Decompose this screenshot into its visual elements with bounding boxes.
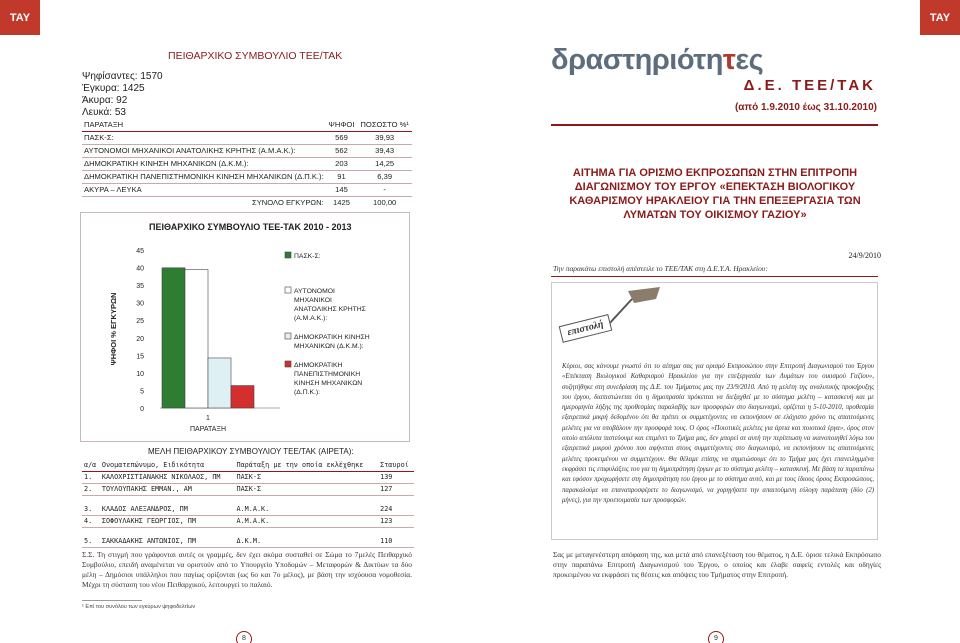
voting-stats	[82, 71, 163, 119]
y-tick-label: 25	[136, 318, 144, 326]
y-tick-label: 15	[136, 353, 144, 361]
members-header-no: α/α	[82, 459, 100, 471]
member-name: ΚΛΑΔΟΣ ΑΛΕΞΑΝΔΡΟΣ, ΠΜ	[100, 503, 235, 515]
members-header-votes: Σταυροί	[378, 459, 414, 471]
legend-label-2: ΑΝΑΤΟΛΙΚΗΣ ΚΡΗΤΗΣ	[294, 306, 366, 313]
results-table	[82, 118, 412, 209]
table-row	[82, 535, 414, 547]
table-row	[82, 471, 414, 483]
member-name: ΣΟΦΟΥΛΑΚΗΣ ΓΕΩΡΓΙΟΣ, ΠΜ	[100, 515, 235, 527]
stat-voters: Ψηφίσαντες: 1570	[82, 71, 163, 82]
legend-swatch-3	[285, 333, 291, 339]
footnote: ¹ Επί του συνόλου των εγκύρων ψηφοδελτίων	[82, 604, 196, 610]
legend-swatch-4	[285, 361, 291, 367]
article-headline: ΑΙΤΗΜΑ ΓΙΑ ΟΡΙΣΜΟ ΕΚΠΡΟΣΩΠΩΝ ΣΤΗΝ ΕΠΙΤΡΟΠΗ ΔΙΑΓΩΝΙΣΜΟΥ ΤΟΥ ΕΡΓΟΥ «ΕΠΕΚΤΑΣΗ ΒΙΟΛΟΓΙΚΟΥ ΚΑΘΑΡΙΣΜΟΥ ΗΡΑΚΛΕΙΟΥ ΓΙΑ ΤΗΝ ΕΠΕΞΕΡΓΑΣΙΑ ΤΩΝ ΛΥΜΑΤΩΝ ΤΟΥ ΟΙΚΙΣΜΟΥ ΓΑΖΙΟΥ»	[569, 167, 861, 221]
member-no: 3.	[82, 503, 100, 515]
bar-2	[185, 270, 208, 408]
left-page-title: ΠΕΙΘΑΡΧΙΚΟ ΣΥΜΒΟΥΛΙΟ ΤΕΕ/ΤΑΚ	[168, 50, 343, 62]
closing-paragraph: Σας με μεταγενέστερη απόφαση της, και μετά από επανεξέταση του θέματος, η Δ.Ε. όρισε τελικά Εκπρόσωπο στην παραπάνω Επιτροπή Διαγωνισμού του Έργου, ο οποίος και έλαβε σαφείς εντολές και οδηγίες προκειμένου να εκφράσει τις θέσεις και απόψεις του Τμήματος στην Επιτροπή.	[553, 550, 881, 579]
table-row	[82, 183, 412, 196]
table-row	[82, 503, 414, 515]
members-table	[82, 459, 414, 548]
bar-1	[162, 268, 185, 408]
party-pct: 39,93	[357, 131, 412, 144]
table-spacer	[82, 495, 414, 503]
stat-invalid: Άκυρα: 92	[82, 95, 128, 106]
legend-label-3: ΔΗΜΟΚΡΑΤΙΚΗ ΚΙΝΗΣΗ	[294, 334, 370, 341]
y-tick-label: 45	[136, 248, 144, 255]
period: (από 1.9.2010 έως 31.10.2010)	[734, 102, 877, 113]
legend-label-1: ΠΑΣΚ-Σ:	[294, 253, 321, 260]
party-pct: 14,25	[357, 157, 412, 170]
results-total-row	[82, 196, 412, 209]
table-row	[82, 483, 414, 495]
article-subtitle: Την παρακάτω επιστολή απέστειλε το ΤΕΕ/ΤΑΚ στη Δ.Ε.Υ.Α. Ηρακλείου:	[553, 264, 768, 273]
section-brand	[551, 44, 763, 77]
members-header-name: Ονοματεπώνυμο, Ειδικότητα	[100, 459, 235, 471]
editor-note: Σ.Σ. Τη στιγμή που γράφονται αυτές οι γραμμές, δεν έχει ακόμα συσταθεί σε Σώμα το 7μελές Πειθαρχικό Συμβούλιο, επειδή αναμένεται να οριστούν από το Υπουργείο Υποδομών – Μεταφορών & Δικτύων τα δύο μέλη – Δημόσιοι υπάλληλοι που παγίως ορίζονται (ως 6ο και 7ο μέλος), με βάση την ισχύουσα νομοθεσία. Μέχρι τη σύσταση του νέου Πειθαρχικού, λειτουργεί το παλαιό.	[82, 550, 412, 589]
legend-label-4: ΔΗΜΟΚΡΑΤΙΚΗ	[294, 362, 343, 369]
brand-highlight: τ	[722, 44, 736, 76]
member-no: 5.	[82, 535, 100, 547]
y-tick-label: 10	[136, 370, 144, 378]
article-date: 24/9/2010	[848, 251, 881, 260]
y-tick-label: 20	[136, 335, 144, 343]
members-header-party: Παράταξη με την οποία εκλέχθηκε	[235, 459, 379, 471]
party-votes: 145	[326, 183, 358, 196]
member-votes: 110	[378, 535, 414, 547]
left-corner-tag: ΤΑΥ	[0, 0, 40, 35]
y-tick-label: 40	[136, 265, 144, 273]
party-votes: 569	[326, 131, 358, 144]
member-party: Α.Μ.Α.Κ.	[235, 503, 379, 515]
subtitle-rule	[551, 276, 878, 277]
bar-chart	[80, 240, 410, 440]
total-pct: 100,00	[373, 198, 397, 208]
party-name: ΠΑΣΚ-Σ:	[82, 131, 326, 144]
legend-label-2: ΜΗΧΑΝΙΚΟΙ	[294, 297, 332, 304]
table-spacer	[82, 527, 414, 535]
legend-swatch-1	[285, 252, 291, 258]
letter-body: Κύριοι, σας κάνουμε γνωστό ότι το αίτημα σας για ορισμό Εκπροσώπου στην Επιτροπή Διαγωνισμού του Έργου «Επέκταση Βιολογικού Καθαρισμού Ηρακλείου για την επεξεργασία των Λυμάτων του οικισμού Γαζίου», συζητήθηκε στη συνεδρίαση της Δ.Ε. του Τμήματος μας την 23/9/2010. Από τη μελέτη της αναλυτικής προκήρυξης του έργου, διαπιστώνεται ότι η δημοπρασία πρόκειται να διεξαχθεί με το σύστημα μελέτη – κατασκευή και με ημερομηνία λήξης της προθεσμίας παραλαβής των προσφορών στο διαγωνισμό, ορίζεται η 5-10-2010, προθεσμία εξαιρετικά μικρή δεδομένου ότι θα πρέπει οι συμμετέχοντες να εκπονήσουν σε ελάχιστο χρόνο τις απαιτούμενες μελέτες για να υποβάλουν την προσφορά τους. Ο όρος «Ποιοτικές μελέτες για άρτια και ποιοτικά έργα», όρος στον οποίο απόλυτα πιστεύουμε και επιμένει το Τμήμα μας, δεν μπορεί σε αυτή την περίπτωση να ικανοποιηθεί λόγω του εξαιρετικά μικρού χρόνου που αφήνεται στους συμμετέχοντες στο διαγωνισμό, να εκπονήσουν τις απαιτούμενες μελέτες προκειμένου να συμμετέχουν. Θα θέλαμε επίσης να σημειώσουμε ότι το Τμήμα μας έχει επανειλημμένα εκφράσει τις επιφυλάξεις του για τη δημοπράτηση έργων με το σύστημα μελέτη – κατασκευή. Με βάση τα παραπάνω και εφόσον προχωρήσετε στη δημοπράτηση του έργου με το σύστημα αυτό, και με τους ίδιους όρους Εκπροσώπους, παρακαλούμε να επαναπροσφέρετε το διαγωνισμό, να χορηγήσετε την απαιτούμενη εύλογη παράταση (δύο (2) μήνες), για την προετοιμασία των προσφορών.	[562, 363, 874, 504]
member-party: Α.Μ.Α.Κ.	[235, 515, 379, 527]
party-votes: 203	[326, 157, 358, 170]
member-party: Δ.Κ.Μ.	[235, 535, 379, 547]
party-pct: -	[357, 183, 412, 196]
results-header-row	[82, 118, 412, 131]
total-votes: 1425	[333, 198, 350, 208]
results-header-pct: ΠΟΣΟΣΤΟ %¹	[357, 118, 412, 131]
member-party: ΠΑΣΚ-Σ	[235, 471, 379, 483]
table-row	[82, 157, 412, 170]
results-header-party: ΠΑΡΑΤΑΞΗ	[82, 118, 326, 131]
bar-3	[208, 358, 231, 408]
legend-label-2: (Α.Μ.Α.Κ.):	[294, 315, 328, 322]
bar-4	[231, 386, 254, 408]
party-votes: 91	[326, 170, 358, 183]
y-tick-label: 5	[140, 388, 144, 396]
total-label: ΣΥΝΟΛΟ ΕΓΚΥΡΩΝ:	[252, 198, 324, 208]
member-votes: 139	[378, 471, 414, 483]
member-name: ΣΑΚΚΑΔΑΚΗΣ ΑΝΤΩΝΙΟΣ, ΠΜ	[100, 535, 235, 547]
table-row	[82, 144, 412, 157]
table-row	[82, 515, 414, 527]
party-name: ΑΚΥΡΑ – ΛΕΥΚΑ	[82, 183, 326, 196]
page-number-right: 9	[708, 631, 724, 643]
stat-blank: Λευκά: 53	[82, 107, 126, 118]
letter-stamp: επιστολή	[559, 314, 612, 343]
right-corner-tag: ΤΑΥ	[920, 0, 960, 35]
party-pct: 6,39	[357, 170, 412, 183]
party-name: ΔΗΜΟΚΡΑΤΙΚΗ ΠΑΝΕΠΙΣΤΗΜΟΝΙΚΗ ΚΙΝΗΣΗ ΜΗΧΑΝΙΚΩΝ (Δ.Π.Κ.):	[84, 172, 324, 181]
table-row	[82, 131, 412, 144]
member-no: 1.	[82, 471, 100, 483]
members-header-row	[82, 459, 414, 471]
y-tick-label: 35	[136, 283, 144, 291]
members-title: ΜΕΛΗ ΠΕΙΘΑΡΧΙΚΟΥ ΣΥΜΒΟΥΛΙΟΥ ΤΕΕ/ΤΑΚ (ΑΙΡΕΤΑ):	[148, 447, 354, 456]
results-header-votes: ΨΗΦΟΙ	[326, 118, 358, 131]
member-votes: 123	[378, 515, 414, 527]
member-name: ΤΟΥΛΟΥΠΑΚΗΣ ΕΜΜΑΝ., ΑΜ	[100, 483, 235, 495]
member-name: ΚΑΛΟΧΡΙΣΤΙΑΝΑΚΗΣ ΝΙΚΟΛΑΟΣ, ΠΜ	[100, 471, 235, 483]
chart-title: ΠΕΙΘΑΡΧΙΚΟ ΣΥΜΒΟΥΛΙΟ ΤΕΕ-ΤΑΚ 2010 - 2013	[149, 222, 352, 232]
y-axis-label: ΨΗΦΟΙ % ΕΓΚΥΡΩΝ	[109, 292, 118, 366]
legend-swatch-2	[285, 287, 291, 293]
x-axis-label: ΠΑΡΑΤΑΞΗ	[189, 426, 227, 433]
legend-label-4: (Δ.Π.Κ.):	[294, 389, 321, 396]
legend-label-2: ΑΥΤΟΝΟΜΟΙ	[294, 288, 335, 295]
department-title: Δ.Ε. ΤΕΕ/ΤΑΚ	[743, 77, 876, 94]
y-tick-label: 30	[136, 300, 144, 308]
footnote-divider	[82, 600, 142, 601]
x-tick-label: 1	[206, 415, 210, 422]
header-rule	[551, 124, 878, 126]
member-votes: 224	[378, 503, 414, 515]
legend-label-3: ΜΗΧΑΝΙΚΩΝ (Δ.Κ.Μ.):	[294, 343, 364, 350]
party-pct: 39,43	[357, 144, 412, 157]
stat-valid: Έγκυρα: 1425	[82, 83, 145, 94]
brand-suffix: ες	[735, 44, 764, 76]
member-no: 4.	[82, 515, 100, 527]
table-row	[82, 170, 412, 183]
brand-prefix: δραστηριότη	[551, 44, 723, 76]
page-number-left: 8	[236, 631, 252, 643]
party-votes: 562	[326, 144, 358, 157]
y-tick-label: 0	[140, 406, 144, 413]
legend-label-4: ΚΙΝΗΣΗ ΜΗΧΑΝΙΚΩΝ	[294, 380, 363, 387]
member-no: 2.	[82, 483, 100, 495]
member-votes: 127	[378, 483, 414, 495]
member-party: ΠΑΣΚ-Σ	[235, 483, 379, 495]
party-name: ΔΗΜΟΚΡΑΤΙΚΗ ΚΙΝΗΣΗ ΜΗΧΑΝΙΚΩΝ (Δ.Κ.Μ.):	[82, 157, 326, 170]
party-name: ΑΥΤΟΝΟΜΟΙ ΜΗΧΑΝΙΚΟΙ ΑΝΑΤΟΛΙΚΗΣ ΚΡΗΤΗΣ (Α.Μ.Α.Κ.):	[82, 144, 326, 157]
legend-label-4: ΠΑΝΕΠΙΣΤΗΜΟΝΙΚΗ	[294, 371, 361, 378]
